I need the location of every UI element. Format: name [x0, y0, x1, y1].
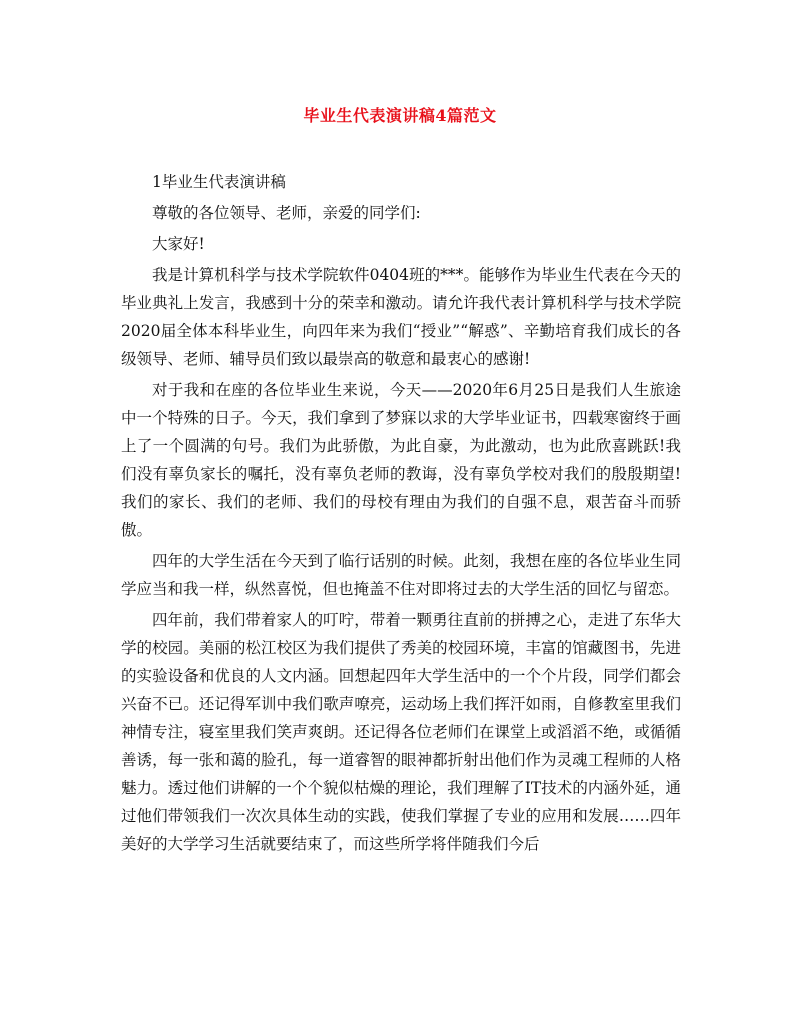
body-paragraph: 我是计算机科学与技术学院软件0404班的***。能够作为毕业生代表在今天的毕业典礼上发言，我感到十分的荣幸和激动。请允许我代表计算机科学与技术学院2020届全体本科毕业生，向四年来为我们“授业”“解惑”、辛勤培育我们成长的各级领导、老师、辅导员们致以最崇高的敬意和最衷心的感谢! — [121, 266, 681, 368]
greeting-paragraph: 大家好! — [152, 235, 205, 253]
body-paragraph: 对于我和在座的各位毕业生来说，今天——2020年6月25日是我们人生旅途中一个特殊的日子。今天，我们拿到了梦寐以求的大学毕业证书，四载寒窗终于画上了一个圆满的句号。我们为此骄傲，为此自豪，为此激动，也为此欣喜跳跃!我们没有辜负家长的嘱托，没有辜负老师的教诲，没有辜负学校对我们的殷殷期望!我们的家长、我们的老师、我们的母校有理由为我们的自强不息，艰苦奋斗而骄傲。 — [121, 381, 681, 539]
document-title: 毕业生代表演讲稿4篇范文 — [303, 106, 497, 125]
salutation-paragraph: 尊敬的各位领导、老师，亲爱的同学们: — [152, 204, 421, 222]
body-paragraph: 四年前，我们带着家人的叮咛，带着一颗勇往直前的拼搏之心，走进了东华大学的校园。美丽的松江校区为我们提供了秀美的校园环境，丰富的馆藏图书，先进的实验设备和优良的人文内涵。回想起四年大学生活中的一个个片段，同学们都会兴奋不已。还记得军训中我们歌声嘹亮，运动场上我们挥汗如雨，自修教室里我们神情专注，寝室里我们笑声爽朗。还记得各位老师们在课堂上或滔滔不绝，或循循善诱，每一张和蔼的脸孔，每一道睿智的眼神都折射出他们作为灵魂工程师的人格魅力。透过他们讲解的一个个貌似枯燥的理论，我们理解了IT技术的内涵外延，通过他们带领我们一次次具体生动的实践，使我们掌握了专业的应用和发展……四年美好的大学学习生活就要结束了，而这些所学将伴随我们今后 — [121, 611, 681, 853]
document-body — [121, 168, 681, 861]
section-heading: 1毕业生代表演讲稿 — [152, 173, 286, 191]
body-paragraph: 四年的大学生活在今天到了临行话别的时候。此刻，我想在座的各位毕业生同学应当和我一样，纵然喜悦，但也掩盖不住对即将过去的大学生活的回忆与留恋。 — [121, 552, 681, 598]
